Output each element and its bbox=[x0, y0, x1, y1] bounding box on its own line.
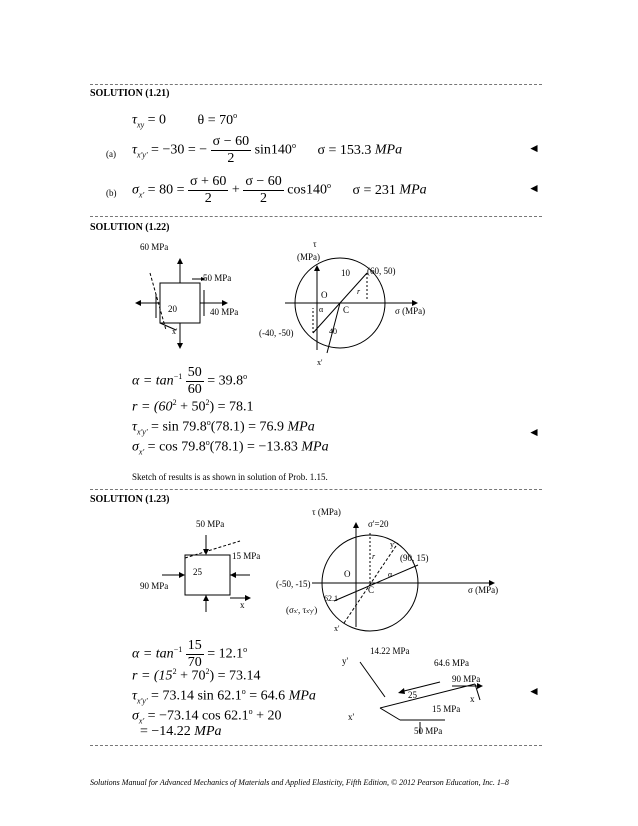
angle-label: 25 bbox=[408, 690, 417, 700]
alpha-label: α bbox=[319, 305, 324, 314]
equation-alpha: $\alpha = \tan^{-1}$ $\frac{15}{70}$ = $12.1^o$ bbox=[132, 638, 248, 670]
angle-label: 62.1 bbox=[324, 594, 338, 603]
x-label: x bbox=[240, 600, 245, 610]
equation-sigma-result: = −14.22 MPa bbox=[140, 724, 222, 739]
section-divider bbox=[90, 216, 542, 217]
stress-label-50: 50 MPa bbox=[196, 519, 225, 529]
arrowhead bbox=[177, 258, 183, 264]
stress-label-90: 90 MPa bbox=[452, 674, 481, 684]
result-marker: ◄ bbox=[528, 425, 540, 439]
tau-label: τ bbox=[313, 239, 317, 249]
stress-label-646: 64.6 MPa bbox=[434, 658, 470, 668]
stress-label-40: 40 MPa bbox=[210, 307, 239, 317]
section-divider bbox=[90, 84, 542, 85]
point-label: (90, 15) bbox=[400, 553, 429, 563]
sketch-note: Sketch of results is as shown in solution of Prob. 1.15. bbox=[132, 472, 328, 482]
page-footer: Solutions Manual for Advanced Mechanics of Materials and Applied Elasticity, Fifth Edition, © 2012 Pearson Education, Inc. 1–8 bbox=[90, 778, 509, 787]
radius-label: r bbox=[372, 552, 376, 561]
equation-radius: $r = (15^2 + 70^2) = 73.14$ bbox=[132, 667, 261, 684]
part-b-label: (b) bbox=[106, 188, 117, 198]
section-divider bbox=[90, 745, 542, 746]
rotated-axis bbox=[150, 273, 166, 330]
x-label: x bbox=[470, 694, 475, 704]
stress-label-90: 90 MPa bbox=[140, 581, 169, 591]
forty-label: 40 bbox=[329, 327, 337, 336]
inclined-plane bbox=[380, 684, 475, 708]
arrowhead bbox=[398, 688, 405, 694]
sigma-prime-label: σ'=20 bbox=[368, 519, 389, 529]
sigma-label: σ (MPa) bbox=[468, 585, 499, 595]
center-label: C bbox=[368, 585, 375, 595]
arrowhead bbox=[230, 572, 236, 578]
mpa-label: (MPa) bbox=[297, 252, 320, 262]
x-prime-label: x' bbox=[172, 327, 178, 336]
element-square bbox=[160, 283, 200, 323]
result-marker: ◄ bbox=[528, 181, 540, 195]
angle-label: 20 bbox=[168, 304, 177, 314]
y-prime-label: y' bbox=[342, 656, 349, 666]
y-prime-axis bbox=[360, 662, 385, 697]
element-square bbox=[185, 555, 230, 595]
radius-label: r bbox=[357, 287, 361, 296]
mohr-circle-diagram bbox=[255, 238, 455, 368]
arrowhead bbox=[353, 522, 359, 528]
equation-tau: $\tau_{x'y'} = 73.14$ $\sin 62.1^o = 64.6$ MPa bbox=[132, 687, 316, 706]
part-a-label: (a) bbox=[106, 149, 116, 159]
stress-label-15: 15 MPa bbox=[432, 704, 461, 714]
x-prime-label: x' bbox=[334, 624, 340, 633]
equation-radius: $r = (60^2 + 50^2) = 78.1$ bbox=[132, 398, 254, 415]
arrowhead bbox=[245, 595, 251, 601]
plane-edge bbox=[380, 708, 400, 720]
point-label: (60, 50) bbox=[367, 266, 396, 276]
mohr-circle-diagram bbox=[272, 505, 542, 635]
arrowhead bbox=[179, 572, 185, 578]
arrowhead bbox=[222, 300, 228, 306]
ten-label: 10 bbox=[341, 268, 350, 278]
alpha-label: α bbox=[388, 570, 393, 579]
section-divider bbox=[90, 489, 542, 490]
sigma-label: σ (MPa) bbox=[395, 306, 426, 316]
x-prime-label: x' bbox=[348, 712, 355, 722]
shear-arrow bbox=[400, 682, 440, 692]
arrowhead bbox=[135, 300, 141, 306]
equation-sigma: $\sigma_{x'} = \cos 79.8^o(78.1) = -13.83$ MPa bbox=[132, 438, 329, 457]
coord-pair-label: (σx', τx'y') bbox=[286, 605, 318, 615]
part-a-equation: $\tau_{x'y'} = -30$ = − $\frac{\sigma - 60}{2}$ sin140$^o$ σ = 153.3 MPa bbox=[132, 134, 403, 166]
tau-label: τ (MPa) bbox=[312, 507, 341, 517]
x-prime-label: x' bbox=[317, 358, 323, 367]
stress-element-diagram bbox=[130, 238, 260, 353]
arrowhead bbox=[203, 595, 209, 601]
result-sketch-diagram bbox=[340, 642, 500, 742]
equation-tau: $\tau_{x'y'} = \sin 79.8^o(78.1) = 76.9$ MPa bbox=[132, 418, 315, 437]
section-header-1-22: SOLUTION (1.22) bbox=[90, 222, 170, 233]
result-marker: ◄ bbox=[528, 684, 540, 698]
equation-alpha: $\alpha = \tan^{-1}$ $\frac{50}{60}$ = $39.8^o$ bbox=[132, 365, 248, 397]
stress-label-60: 60 MPa bbox=[140, 242, 169, 252]
y-prime-label: y' bbox=[390, 540, 396, 549]
stress-label-15: 15 MPa bbox=[232, 551, 261, 561]
stress-label-1422: 14.22 MPa bbox=[370, 646, 410, 656]
center-label: C bbox=[343, 305, 350, 315]
stress-label-50: 50 MPa bbox=[414, 726, 443, 736]
equation-sigma: $\sigma_{x'} = -73.14$ $\cos 62.1^o + 20$ bbox=[132, 707, 282, 726]
part-b-equation: $\sigma_{x'} = 80$ = $\frac{\sigma + 60}{2}$ + $\frac{\sigma - 60}{2}$ cos140$^o$ σ = 231 MPa bbox=[132, 174, 427, 206]
stress-label-50: 50 MPa bbox=[203, 273, 232, 283]
result-marker: ◄ bbox=[528, 141, 540, 155]
section-header-1-21: SOLUTION (1.21) bbox=[90, 88, 170, 99]
given-line: $\tau_{xy} = 0$ $\theta = 70^o$ bbox=[132, 111, 238, 130]
arrowhead bbox=[177, 343, 183, 349]
point-label: (-40, -50) bbox=[259, 328, 294, 338]
point-label: (-50, -15) bbox=[276, 579, 311, 589]
section-header-1-23: SOLUTION (1.23) bbox=[90, 494, 170, 505]
stress-element-diagram bbox=[140, 515, 280, 615]
origin-label: O bbox=[344, 569, 351, 579]
origin-label: O bbox=[321, 290, 328, 300]
angle-label: 25 bbox=[193, 567, 202, 577]
